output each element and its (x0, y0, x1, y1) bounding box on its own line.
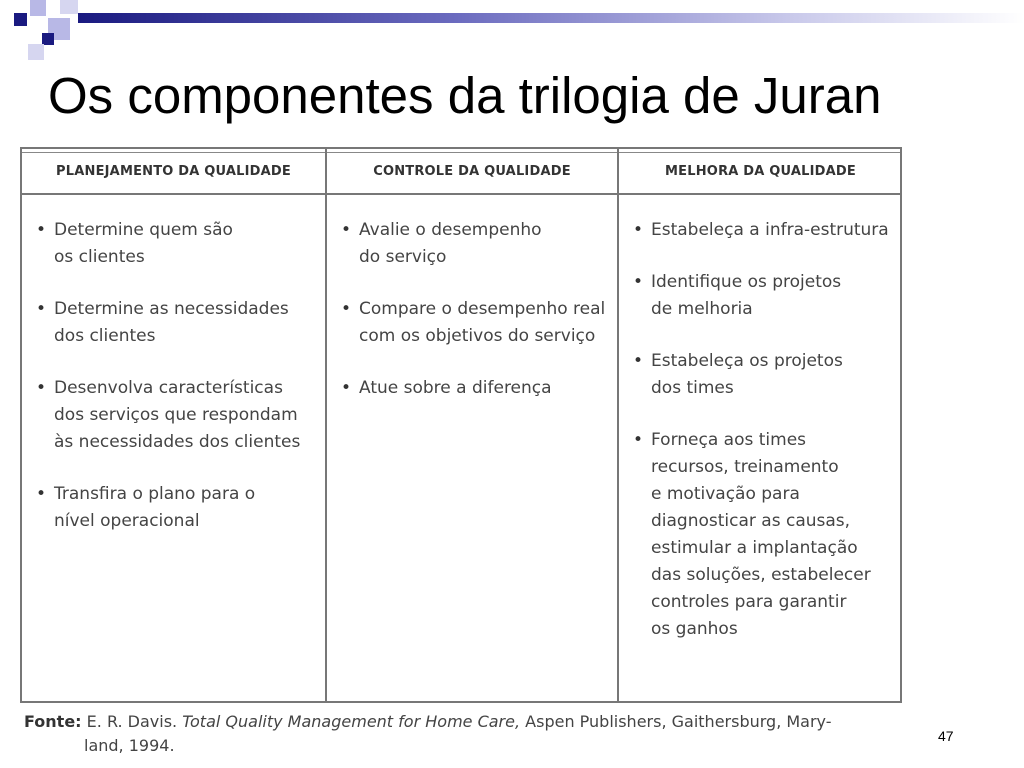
source-continuation: land, 1994. (84, 736, 175, 755)
list-item: • Determine quem são os clientes (36, 217, 315, 271)
list-item: • Atue sobre a diferença (341, 375, 607, 402)
list-item: • Compare o desempenho real com os objetivos do serviço (341, 296, 607, 350)
decor-square-lavender-1 (30, 0, 46, 16)
column-melhora (619, 149, 902, 701)
decor-square-pale-1 (60, 0, 78, 14)
list-item: • Estabeleça a infra-estrutura (633, 217, 892, 244)
slide-title: Os componentes da trilogia de Juran (48, 67, 882, 124)
list-item: • Estabeleça os projetos dos times (633, 348, 892, 402)
column-header-controle: CONTROLE DA QUALIDADE (327, 149, 617, 195)
list-item: • Identifique os projetos de melhoria (633, 269, 892, 323)
juran-trilogy-table (20, 147, 902, 703)
source-author: E. R. Davis. (86, 712, 178, 731)
header-gradient-rule (78, 13, 1024, 23)
column-planejamento (22, 149, 327, 701)
list-item: • Forneça aos times recursos, treinamento e motivação para diagnosticar as causas, estimular a implantação das soluções, estabelecer controles para garantir os ganhos (633, 427, 892, 643)
column-controle (327, 149, 619, 701)
column-header-planejamento: PLANEJAMENTO DA QUALIDADE (22, 149, 325, 195)
column-body-controle (327, 195, 617, 402)
decor-square-pale-2 (28, 44, 44, 60)
list-item: • Determine as necessidades dos clientes (36, 296, 315, 350)
list-item: • Avalie o desempenho do serviço (341, 217, 607, 271)
source-book-title: Total Quality Management for Home Care, (182, 712, 521, 731)
source-citation (24, 710, 904, 758)
source-publisher: Aspen Publishers, Gaithersburg, Mary- (525, 712, 832, 731)
list-item: • Desenvolva características dos serviços que respondam às necessidades dos clientes (36, 375, 315, 456)
source-label: Fonte: (24, 712, 82, 731)
column-body-planejamento (22, 195, 325, 535)
page-number: 47 (938, 728, 954, 744)
decor-square-navy-1 (14, 13, 27, 26)
column-header-melhora: MELHORA DA QUALIDADE (619, 149, 902, 195)
list-item: • Transfira o plano para o nível operacional (36, 481, 315, 535)
column-body-melhora (619, 195, 902, 643)
